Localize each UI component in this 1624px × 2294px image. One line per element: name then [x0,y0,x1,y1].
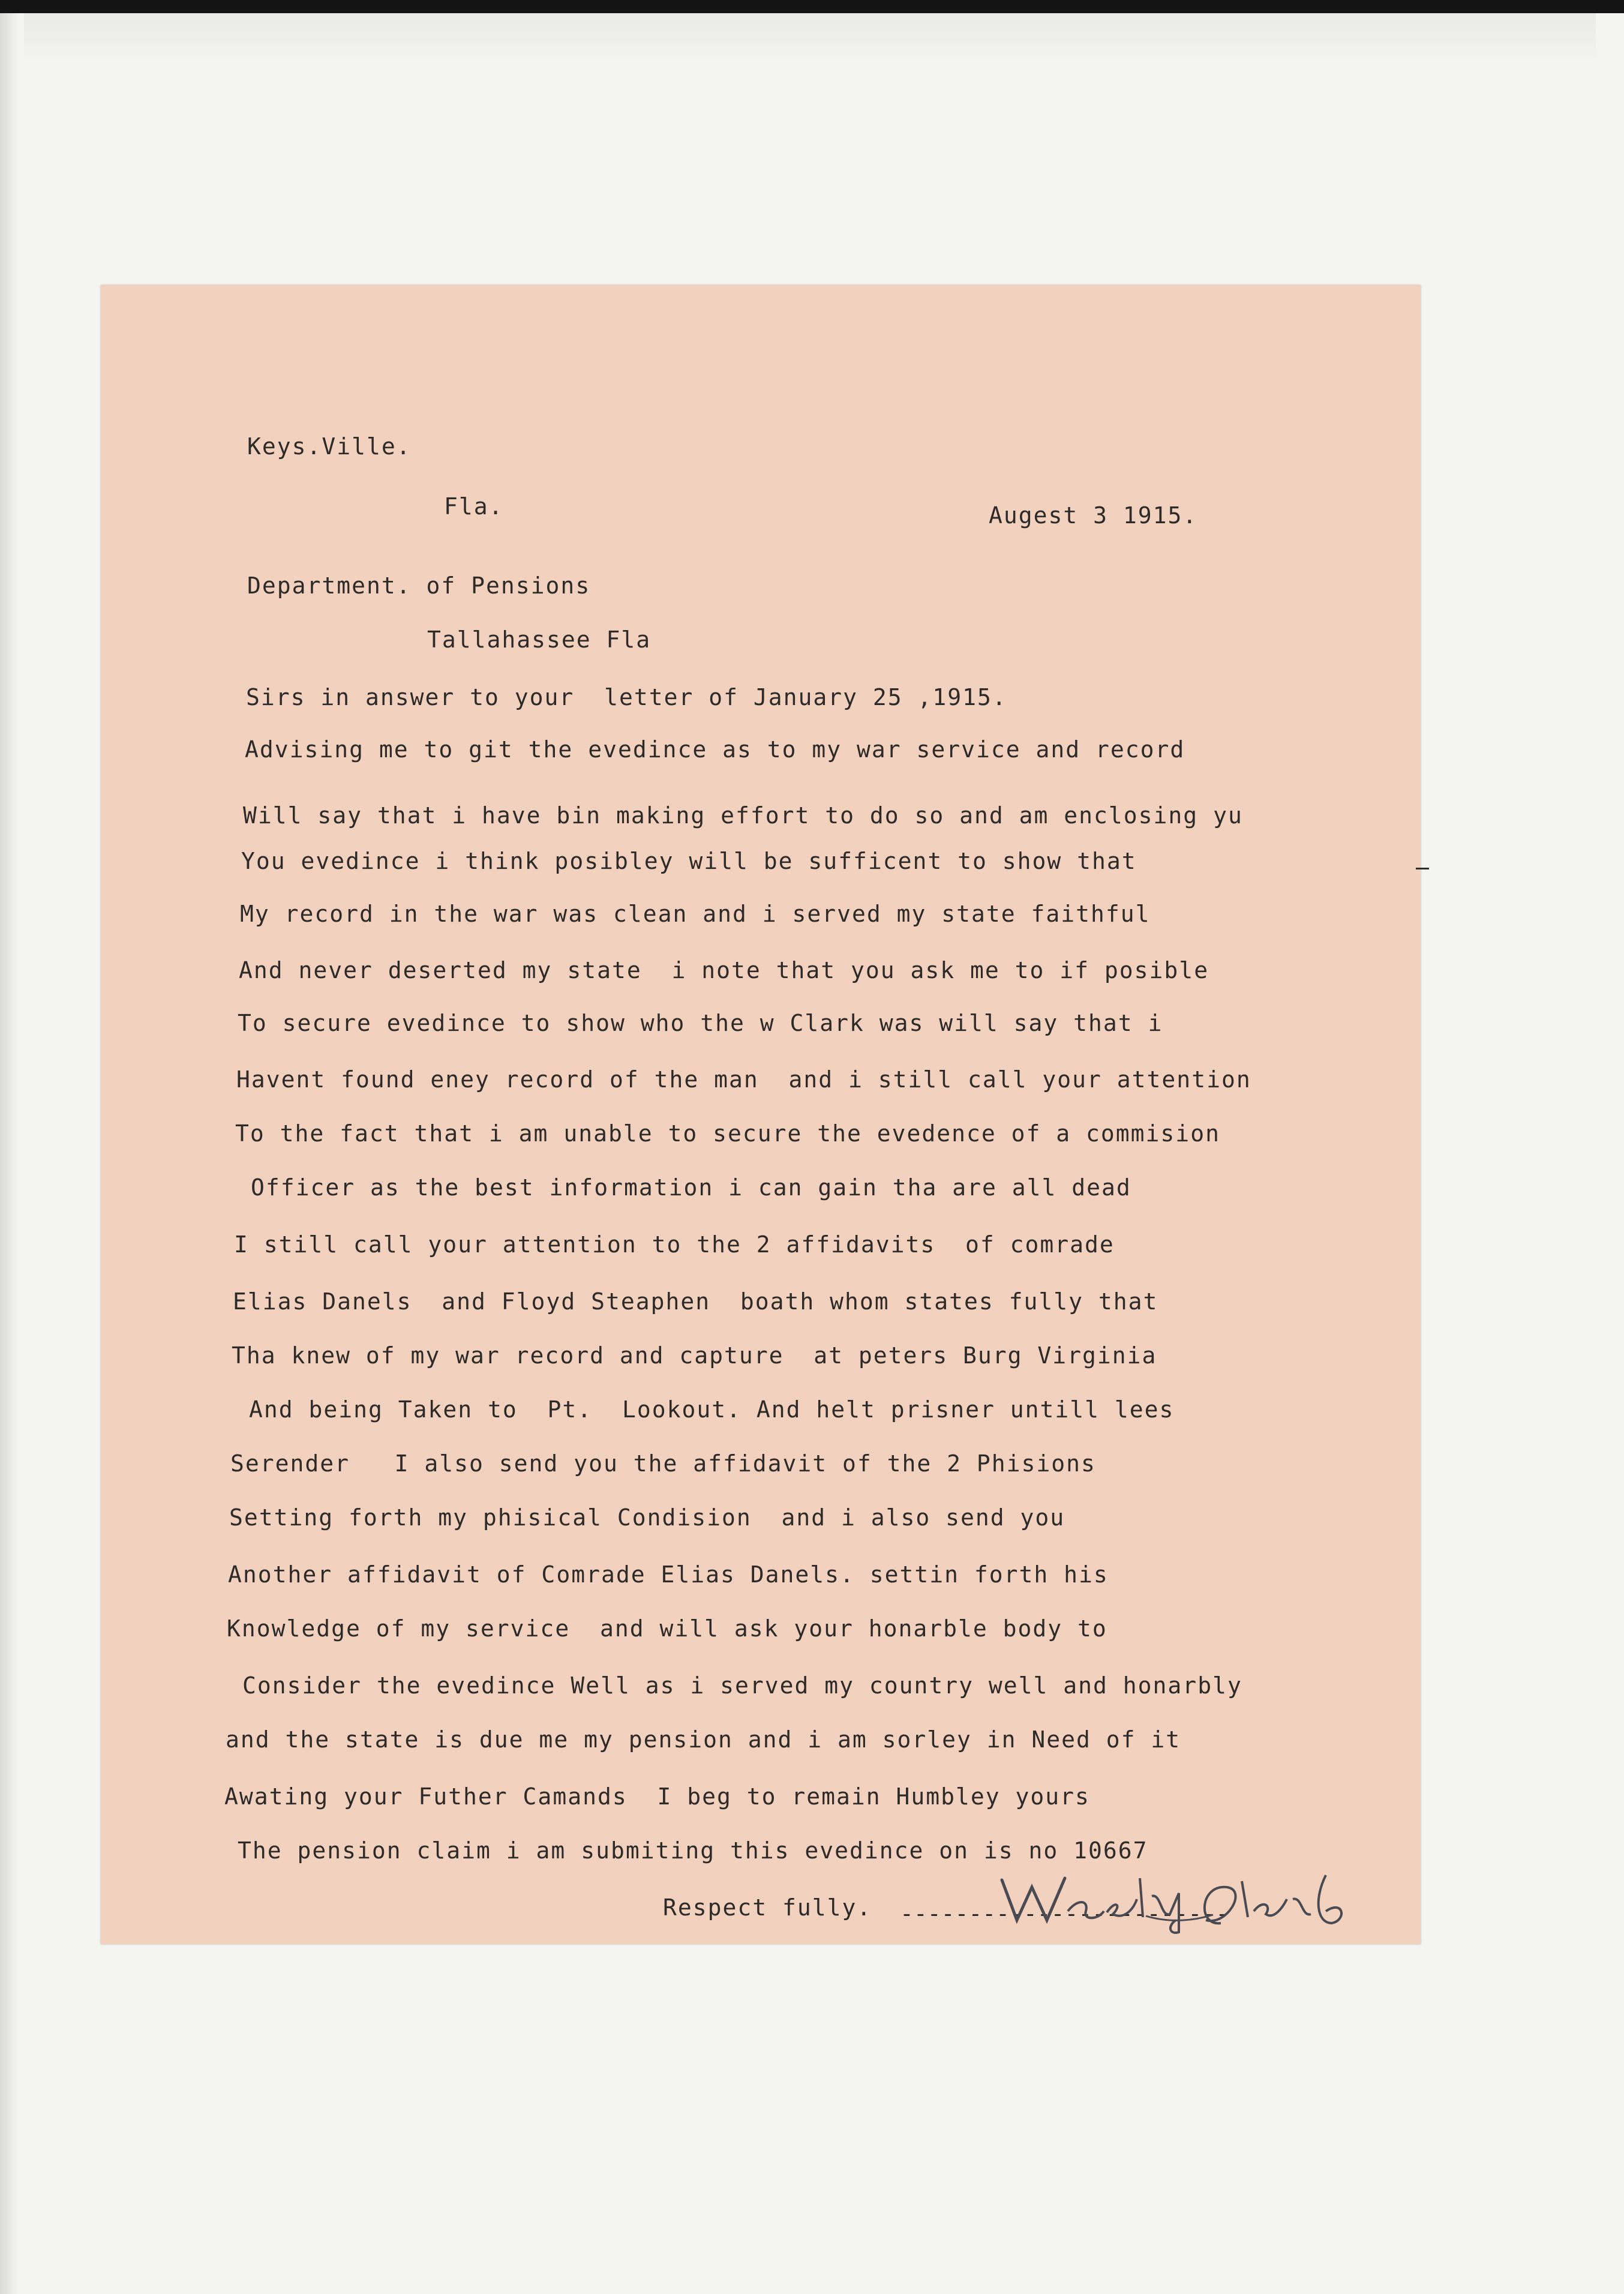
body-line: I still call your attention to the 2 affidavits of comrade [234,1231,1115,1258]
recipient-line-2: Tallahassee Fla [427,626,652,653]
signature-dashes: ------------------------ [900,1900,1230,1927]
closing: Respect fully. [663,1894,872,1921]
body-line: To the fact that i am unable to secure the evedence of a commision [235,1120,1220,1147]
body-line: Another affidavit of Comrade Elias Danels. settin forth his [228,1561,1109,1588]
body-line: Awating your Futher Camands I beg to remain Humbley yours [224,1783,1090,1810]
body-line: Havent found eney record of the man and i still call your attention [236,1066,1251,1093]
scanner-shadow [24,13,1596,67]
handwritten-signature [990,1863,1362,1935]
place-line-1: Keys.Ville. [247,433,412,460]
body-line: Serender I also send you the affidavit of the 2 Phisions [230,1450,1096,1477]
body-line: You evedince i think posibley will be sufficent to show that [241,848,1137,874]
scanner-top-edge [0,0,1624,13]
body-line: My record in the war was clean and i served my state faithful [240,901,1151,927]
body-line: Will say that i have bin making effort to do so and am enclosing yu [243,802,1243,829]
body-line: and the state is due me my pension and i am sorley in Need of it [226,1726,1181,1753]
letter-date: Augest 3 1915. [989,502,1198,529]
scanner-left-edge [0,13,18,2294]
body-line: To secure evedince to show who the w Clark was will say that i [238,1010,1163,1036]
body-line: Setting forth my phisical Condision and i also send you [229,1504,1065,1531]
body-line: Knowledge of my service and will ask your honarble body to [227,1615,1107,1642]
place-line-2: Fla. [444,493,504,520]
body-line: Officer as the best information i can gain tha are all dead [251,1174,1131,1201]
body-line: Advising me to git the evedince as to my war service and record [245,736,1185,763]
body-line: The pension claim i am submiting this evedince on is no 10667 [238,1837,1148,1864]
margin-tick [1416,868,1429,869]
body-line: Tha knew of my war record and capture at peters Burg Virginia [232,1342,1157,1369]
body-line: Sirs in answer to your letter of January 25 ,1915. [246,684,1007,710]
body-line: Elias Danels and Floyd Steaphen boath whom states fully that [233,1288,1158,1315]
body-line: Consider the evedince Well as i served my country well and honarbly [242,1672,1242,1699]
body-line: And never deserted my state i note that you ask me to if posible [239,957,1209,983]
body-line: And being Taken to Pt. Lookout. And helt prisner untill lees [249,1396,1175,1423]
recipient-line-1: Department. of Pensions [247,572,591,599]
